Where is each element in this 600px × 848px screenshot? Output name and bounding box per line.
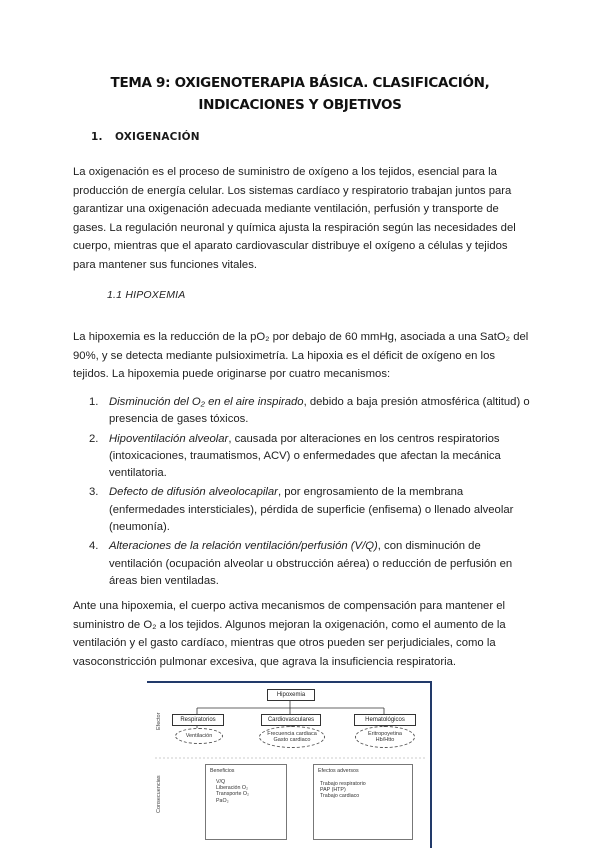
compensation-diagram: [147, 678, 432, 848]
list-item: [73, 538, 533, 590]
paragraph-compensacion: Ante una hipoxemia, el cuerpo activa mecanismos de compensación para mantener el suministro de O₂ a los tejidos. Algunos mejoran la oxigenación, como el aumento de la ventilación y el gasto cardíaco, mientras que otros pueden ser perjudiciales, como la vasoconstricción pulmonar excesiva, que agrava la insuficiencia respiratoria.: [73, 600, 506, 668]
node-hematologicos: Hematológicos: [354, 714, 416, 726]
list-item: [73, 484, 533, 536]
box-beneficios: [205, 764, 287, 840]
effect-hematologico: Eritropoyetina Hb/Htto: [355, 726, 415, 748]
list-term: Defecto de difusión alveolocapilar: [109, 486, 278, 499]
effect-ventilacion: Ventilación: [175, 728, 223, 744]
list-item: [73, 431, 533, 483]
list-number: 3.: [89, 486, 99, 499]
effect-cardiaco: Frecuencia cardiaca Gasto cardiaco: [259, 726, 325, 748]
list-term: Hipoventilación alveolar: [109, 432, 229, 445]
list-item: [73, 394, 533, 429]
box-efectos-adversos: [313, 764, 413, 840]
list-number: 2.: [89, 432, 99, 445]
list-text: , con disminución de ventilación (ocupación alveolar u obstrucción aérea) o reducción de perfusión en áreas bien ventiladas.: [109, 540, 513, 587]
list-text: , por engrosamiento de la membrana (enfermedades intersticiales), pérdida de superficie (enfisema) o llenado alveolar (neumonía).: [109, 486, 514, 534]
page-title: TEMA 9: OXIGENOTERAPIA BÁSICA. CLASIFICACIÓN, INDICACIONES Y OBJETIVOS: [110, 75, 490, 113]
label-efector: Efector: [156, 712, 162, 730]
node-respiratorios: Respiratorios: [172, 714, 224, 726]
list-term: Alteraciones de la relación ventilación/perfusión (V/Q): [109, 540, 378, 553]
efectos-title: Efectos adversos: [318, 768, 359, 774]
list-text: , debido a baja presión atmosférica (altitud) o presencia de gases tóxicos.: [109, 396, 530, 426]
section-number: 1.: [91, 131, 103, 143]
node-hipoxemia: Hipoxemia: [267, 689, 315, 701]
subsection-heading: 1.1 HIPOXEMIA: [107, 289, 186, 301]
list-term: Disminución del O₂ en el aire inspirado: [109, 396, 304, 408]
mechanisms-list: [73, 394, 533, 592]
beneficios-items: V/Q Liberación O₂ Transporte O₂ PaO₂: [216, 779, 250, 804]
section-heading: [91, 131, 200, 143]
list-text: , causada por alteraciones en los centros respiratorios (intoxicaciones, traumatismos, ACV) o enfermedades que afectan la mecánica ventilatoria.: [109, 432, 501, 480]
list-number: 4.: [89, 540, 99, 553]
label-consecuencias: Consecuencias: [156, 775, 162, 813]
paragraph-oxigenacion: La oxigenación es el proceso de suministro de oxígeno a los tejidos, esencial para la producción de energía celular. Los sistemas cardíaco y respiratorio trabajan juntos para garantizar una oxigenación adecuada mediante ventilación, perfusión y transporte de gases. La regulación neuronal y química ajusta la respiración según las necesidades del cuerpo, mientras que el aparato cardiovascular distribuye el oxígeno a células y tejidos para mantener sus funciones vitales.: [73, 166, 516, 271]
efectos-items: Trabajo respiratorio PAP (HTP) Trabajo cardiaco: [320, 781, 366, 800]
paragraph-hipoxemia: La hipoxemia es la reducción de la pO₂ por debajo de 60 mmHg, asociada a una SatO₂ del 90%, y se detecta mediante pulsioximetría. La hipoxia es el déficit de oxígeno en los tejidos. La hipoxemia puede originarse por cuatro mecanismos:: [73, 331, 529, 381]
beneficios-title: Beneficios: [210, 768, 235, 774]
section-title: OXIGENACIÓN: [115, 131, 200, 143]
list-number: 1.: [89, 396, 99, 408]
node-cardiovasculares: Cardiovasculares: [261, 714, 321, 726]
